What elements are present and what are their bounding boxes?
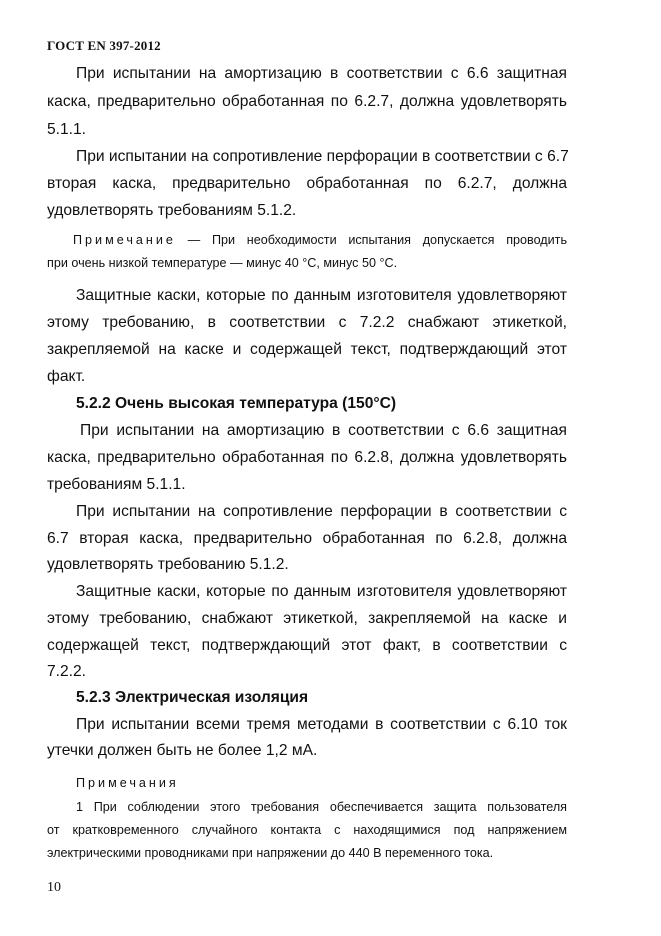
page-number: 10 (47, 880, 61, 895)
note-line: 1 При соблюдении этого требования обеспечивается защита пользователя (76, 800, 567, 814)
body-line: содержащей текст, подтверждающий этот факт, в соответствии с (47, 637, 567, 654)
body-line: 5.1.1. (47, 121, 87, 138)
body-line: утечки должен быть не более 1,2 мА. (47, 742, 318, 759)
body-line: каска, предварительно обработанная по 6.2.7, должна удовлетворять (47, 93, 567, 110)
body-line: закрепляемой на каске и содержащей текст, подтверждающий этот (47, 341, 567, 358)
section-heading: 5.2.3 Электрическая изоляция (76, 689, 309, 706)
body-line: При испытании на амортизацию в соответствии с 6.6 защитная (76, 65, 567, 82)
note-text: — При необходимости испытания допускается проводить (187, 233, 568, 247)
note-line: электрическими проводниками при напряжении до 440 В переменного тока. (47, 846, 494, 860)
body-line: Защитные каски, которые по данным изготовителя удовлетворяют (76, 287, 567, 304)
body-line: Защитные каски, которые по данным изготовителя удовлетворяют (76, 583, 567, 600)
note-line: при очень низкой температуре — минус 40 °С, минус 50 °С. (47, 256, 398, 270)
body-line: При испытании всеми тремя методами в соответствии с 6.10 ток (76, 716, 567, 733)
body-line: При испытании на амортизацию в соответствии с 6.6 защитная (80, 422, 567, 439)
body-line: вторая каска, предварительно обработанная по 6.2.7, должна (47, 175, 567, 192)
note-label: Примечания (76, 776, 179, 790)
note-line (73, 233, 567, 247)
section-heading: 5.2.2 Очень высокая температура (150°С) (76, 395, 397, 412)
body-line: каска, предварительно обработанная по 6.2.8, должна удовлетворять (47, 449, 567, 466)
note-label: Примечание (73, 233, 176, 247)
body-line: удовлетворять требованию 5.1.2. (47, 556, 289, 573)
body-line: факт. (47, 368, 86, 385)
body-line: При испытании на сопротивление перфорации в соответствии с 6.7 (76, 148, 569, 165)
body-line: 7.2.2. (47, 663, 87, 680)
body-line: удовлетворять требованиям 5.1.2. (47, 202, 297, 219)
note-line: от кратковременного случайного контакта с находящимися под напряжением (47, 823, 567, 837)
document-header: ГОСТ EN 397-2012 (47, 38, 161, 53)
body-line: этому требованию, в соответствии с 7.2.2 снабжают этикеткой, (47, 314, 567, 331)
body-line: этому требованию, снабжают этикеткой, закрепляемой на каске и (47, 610, 567, 627)
body-line: 6.7 вторая каска, предварительно обработанная по 6.2.8, должна (47, 530, 567, 547)
body-line: требованиям 5.1.1. (47, 476, 186, 493)
body-line: При испытании на сопротивление перфорации в соответствии с (76, 503, 567, 520)
